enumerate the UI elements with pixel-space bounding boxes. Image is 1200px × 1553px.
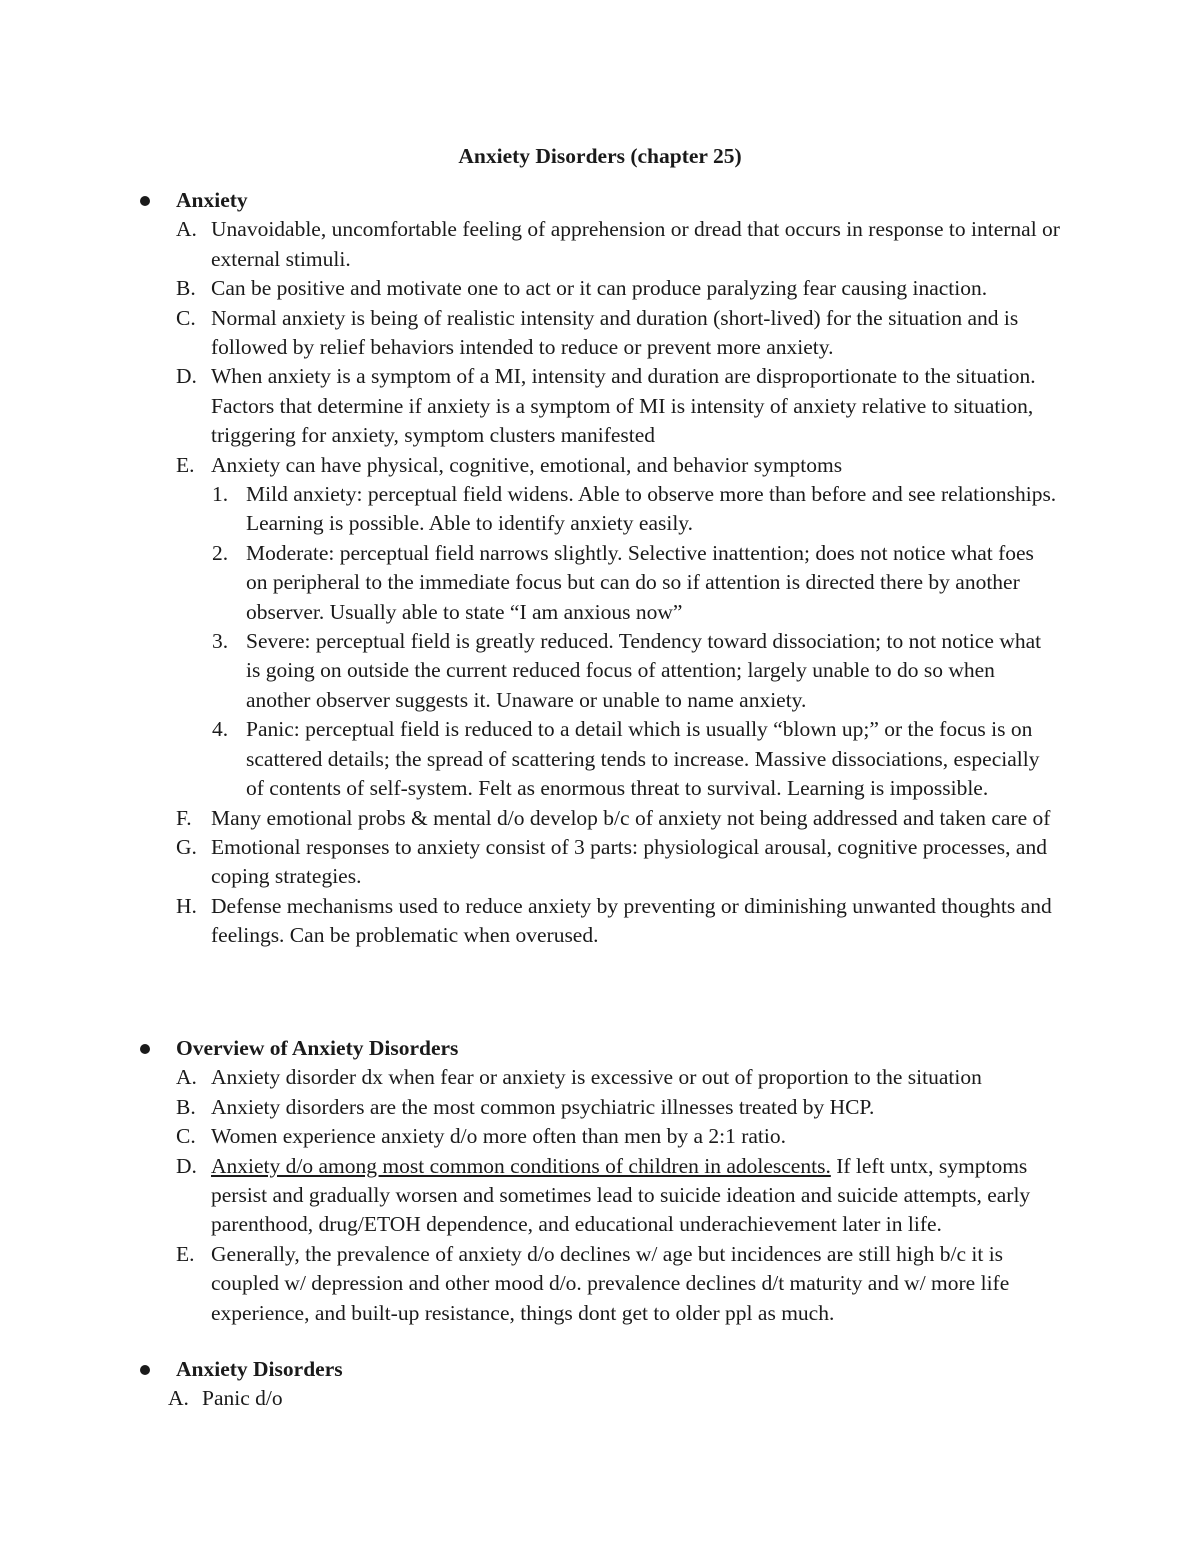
sublist-item-text: Severe: perceptual field is greatly reduced. Tendency toward dissociation; to not notice what is going on outside the current reduced focus of attention; largely unable to do so when another observer suggests it. Unaware or unable to name anxiety. (246, 629, 1042, 712)
list-marker: C. (176, 305, 196, 330)
list-item (0, 1122, 1060, 1151)
list-item (0, 215, 1060, 274)
bullet-icon (140, 1044, 150, 1054)
bullet-icon (140, 1365, 150, 1375)
list-item (0, 274, 1060, 303)
list-marker: D. (176, 364, 197, 389)
list-item-text: Normal anxiety is being of realistic intensity and duration (short-lived) for the situation and is followed by relief behaviors intended to reduce or prevent more anxiety. (211, 305, 1019, 360)
bullet-icon (140, 196, 150, 206)
list-item-text: Generally, the prevalence of anxiety d/o declines w/ age but incidences are still high b/c it is coupled w/ depression and other mood d/o. prevalence declines d/t maturity and w/ more life experience, and built-up resistance, things dont get to older ppl as much. (211, 1241, 1010, 1325)
list-item (0, 1152, 1060, 1240)
document-title: Anxiety Disorders (chapter 25) (458, 144, 742, 168)
list-marker: B. (176, 276, 196, 301)
list-marker: G. (176, 834, 197, 859)
section-heading-text: Anxiety Disorders (176, 1357, 343, 1381)
sublist-marker: 3. (212, 629, 229, 654)
list-marker: F. (176, 805, 192, 830)
sublist-item-text: Mild anxiety: perceptual field widens. Able to observe more than before and see relationships. Learning is possible. Able to identify anxiety easily. (246, 482, 1057, 536)
sublist-item (0, 715, 1060, 803)
sublist-item-text: Moderate: perceptual field narrows slightly. Selective inattention; does not notice what foes on peripheral to the immediate focus but can do so if attention is directed there by another observer. Usually able to state “I am anxious now” (246, 540, 1034, 624)
sublist-marker: 1. (212, 482, 229, 507)
list-item-text: Can be positive and motivate one to act or it can produce paralyzing fear causing inaction. (211, 276, 988, 301)
list-item-text: Emotional responses to anxiety consist of 3 parts: physiological arousal, cognitive processes, and coping strategies. (211, 834, 1047, 889)
sublist-item (0, 627, 1060, 715)
list-item (0, 362, 1060, 450)
list-item (0, 451, 1060, 480)
list-marker: E. (176, 1241, 195, 1266)
letter-list (0, 1384, 1200, 1413)
list-item (0, 304, 1060, 363)
sublist-item (0, 480, 1060, 539)
list-item (0, 892, 1060, 951)
section-heading (0, 1034, 1200, 1063)
sublist-marker: 4. (212, 717, 229, 742)
section-heading (0, 1355, 1200, 1384)
list-item-text: Anxiety disorders are the most common psychiatric illnesses treated by HCP. (211, 1094, 875, 1119)
list-marker: A. (168, 1386, 189, 1411)
list-item-text: If left untx, symptoms persist and gradually worsen and sometimes lead to suicide ideation and suicide attempts, early parenthood, drug/ETOH dependence, and educational underachievement later in life. (211, 1153, 1031, 1237)
list-item (0, 1063, 1060, 1092)
list-item-text: Anxiety can have physical, cognitive, emotional, and behavior symptoms (211, 452, 843, 477)
section-heading-text: Overview of Anxiety Disorders (176, 1036, 459, 1060)
sublist-marker: 2. (212, 540, 229, 565)
section-anxiety (0, 186, 1200, 951)
sublist-item (0, 539, 1060, 627)
section-anxiety-disorders (0, 1355, 1200, 1414)
list-item (0, 804, 1060, 833)
list-item (0, 833, 1060, 892)
section-overview (0, 1034, 1200, 1328)
letter-list (0, 1063, 1200, 1328)
section-heading (0, 186, 1200, 215)
list-marker: E. (176, 452, 195, 477)
sublist-item-text: Panic: perceptual field is reduced to a detail which is usually “blown up;” or the focus is on scattered details; the spread of scattering tends to increase. Massive dissociations, especially of contents of self-system. Felt as enormous threat to survival. Learning is impossible. (246, 717, 1040, 801)
list-item-text: When anxiety is a symptom of a MI, intensity and duration are disproportionate to the situation. Factors that determine if anxiety is a symptom of MI is intensity of anxiety relative to situation, triggering for anxiety, symptom clusters manifested (211, 364, 1036, 448)
numbered-sublist (0, 480, 1200, 803)
list-item-text: Many emotional probs & mental d/o develop b/c of anxiety not being addressed and taken care of (211, 805, 1051, 830)
letter-list-continued (0, 804, 1200, 951)
list-item-text: Women experience anxiety d/o more often than men by a 2:1 ratio. (211, 1124, 786, 1149)
list-item-text: Anxiety disorder dx when fear or anxiety is excessive or out of proportion to the situation (211, 1065, 982, 1090)
list-marker: H. (176, 893, 197, 918)
section-heading-text: Anxiety (176, 188, 248, 212)
letter-list (0, 215, 1200, 480)
underlined-text: Anxiety d/o among most common conditions of children in adolescents. (211, 1153, 831, 1178)
list-item (0, 1240, 1060, 1328)
list-item (0, 1384, 1051, 1413)
list-marker: A. (176, 217, 197, 242)
list-marker: A. (176, 1065, 197, 1090)
list-marker: D. (176, 1153, 197, 1178)
list-marker: B. (176, 1094, 196, 1119)
list-marker: C. (176, 1124, 196, 1149)
list-item-text: Unavoidable, uncomfortable feeling of apprehension or dread that occurs in response to internal or external stimuli. (211, 217, 1060, 271)
list-item-text: Defense mechanisms used to reduce anxiety by preventing or diminishing unwanted thoughts and feelings. Can be problematic when overused. (211, 893, 1052, 948)
list-item (0, 1093, 1060, 1122)
list-item-text: Panic d/o (202, 1386, 283, 1411)
